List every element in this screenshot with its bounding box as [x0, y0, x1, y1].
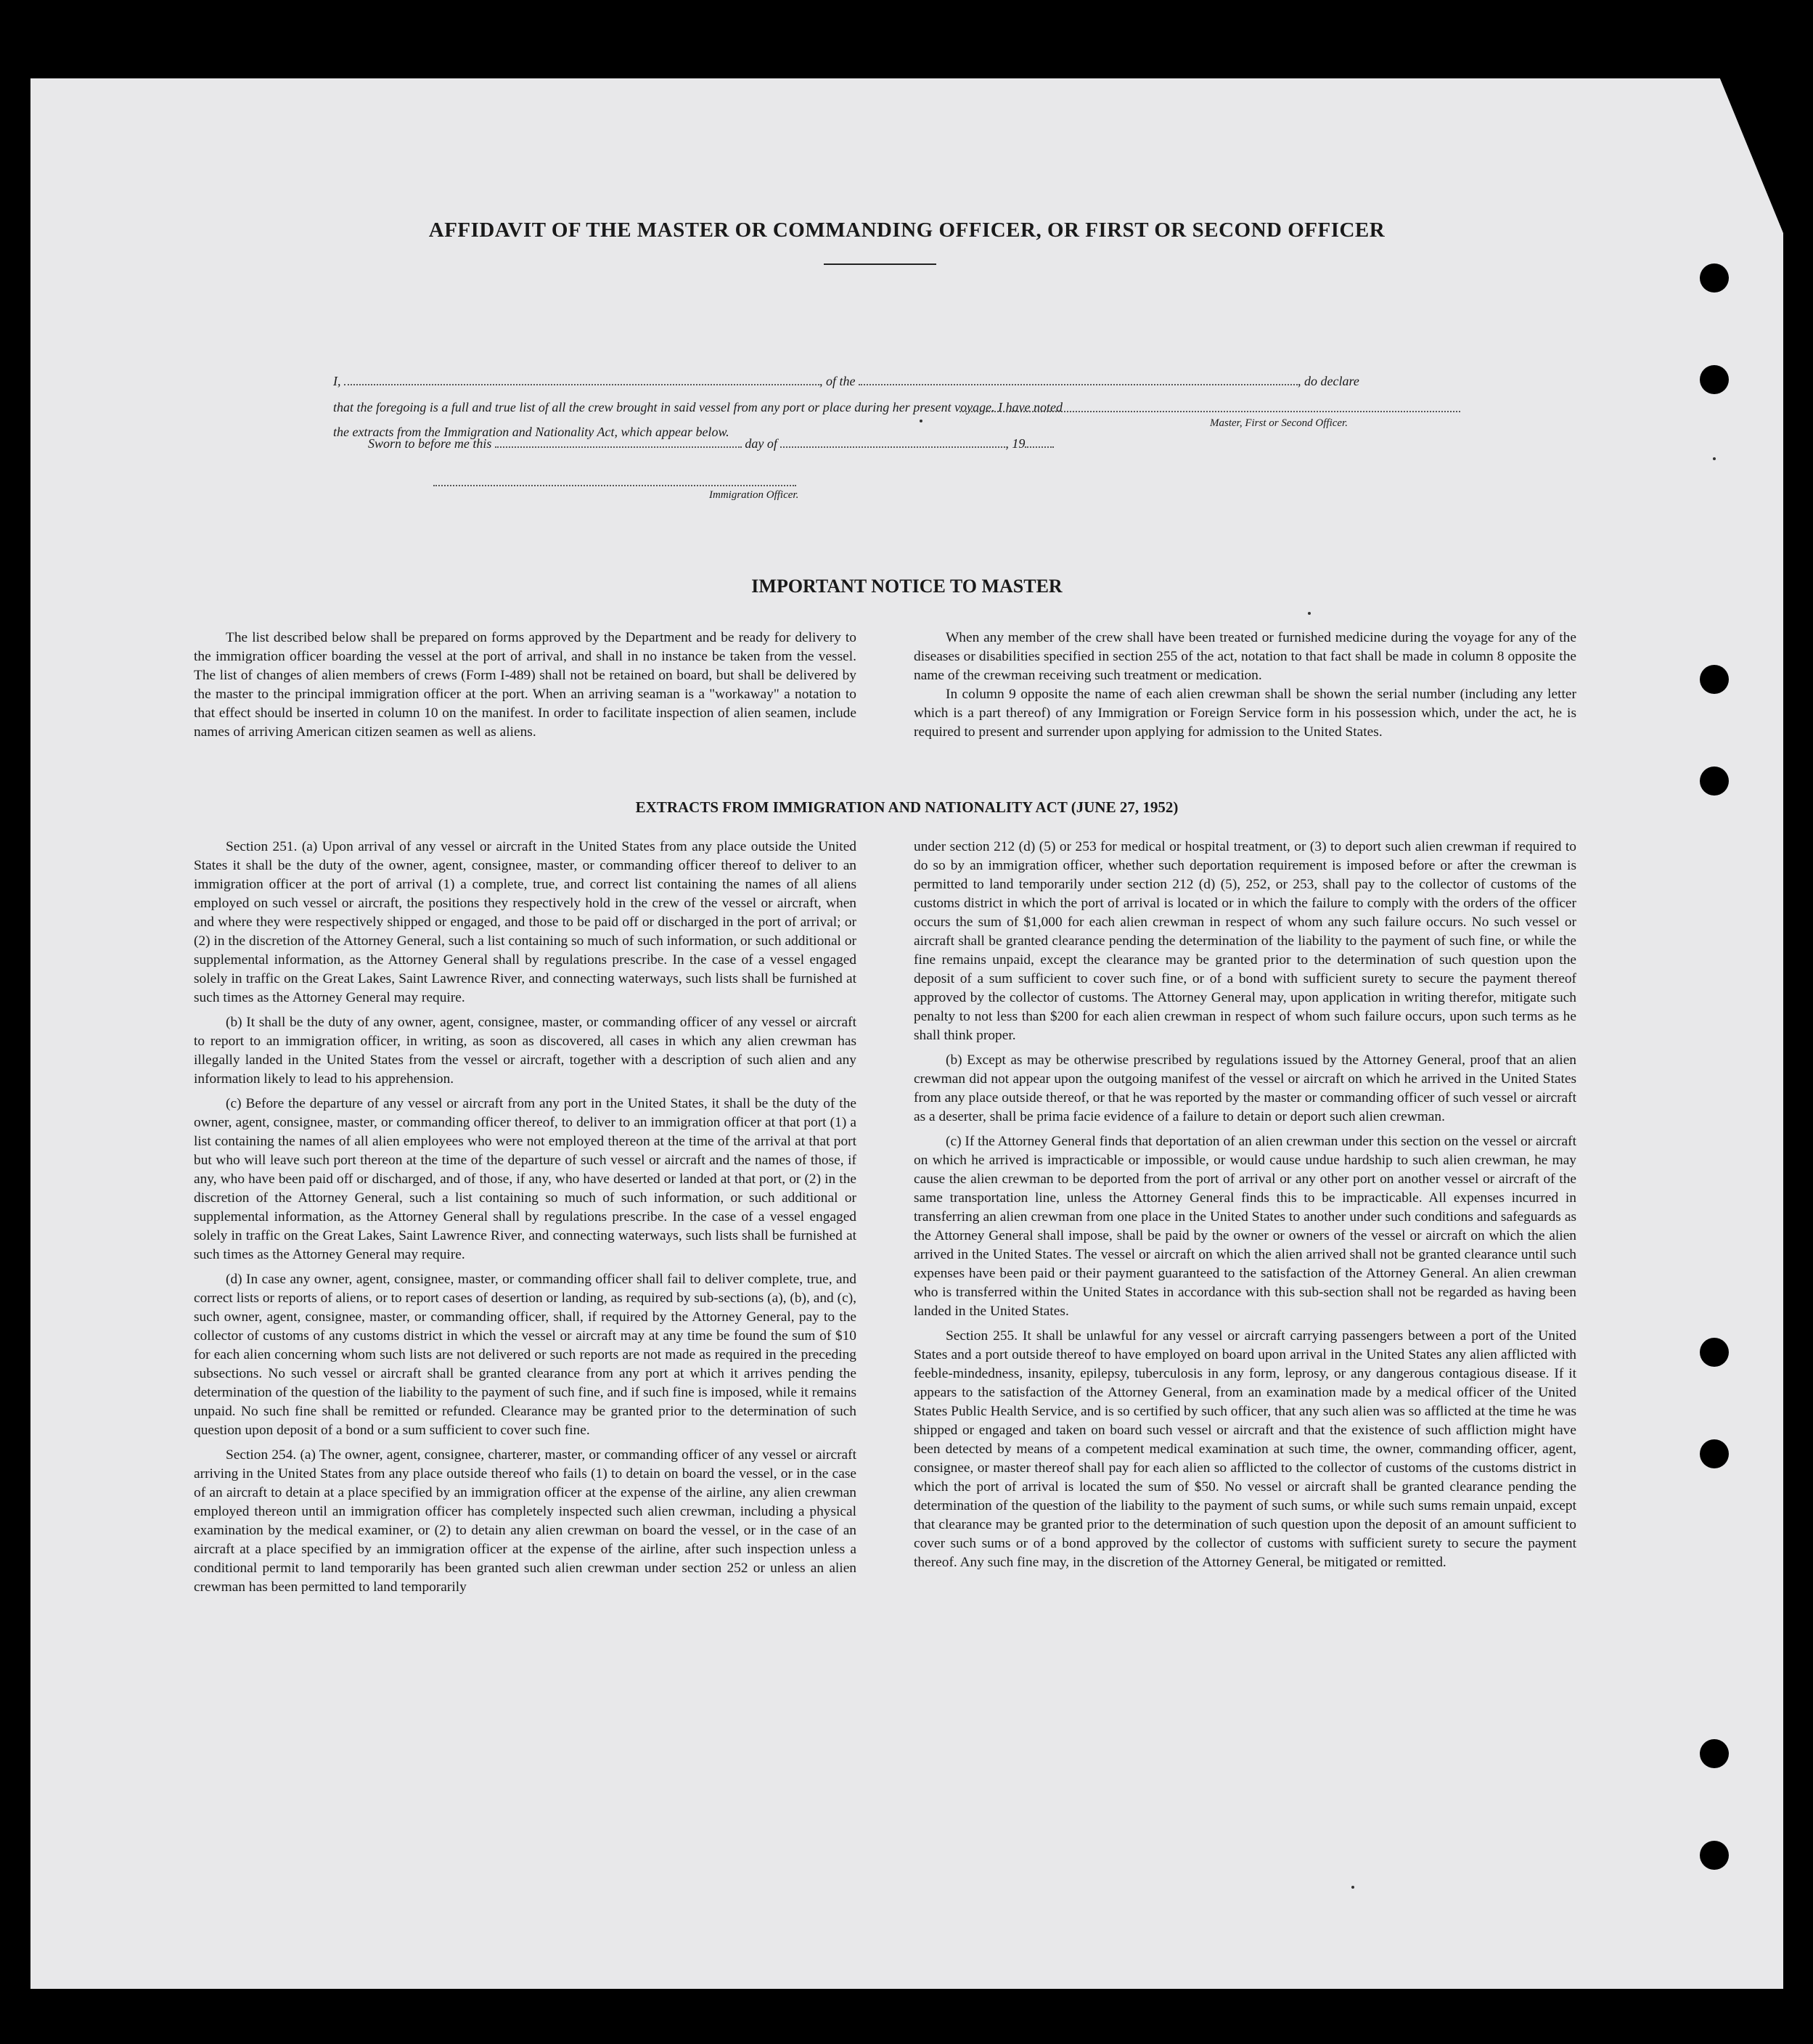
section-254-c: (c) If the Attorney General finds that deportation of an alien crewman under this section on the vessel or aircraft on which he arrived is impracticable or impossible, or would cause undue hardship to such alien crewman, he may cause the alien crewman to be deported from the port of arrival or any other port on another vessel or aircraft of the same transportation line, unless the Attorney General finds this to be impracticable. All expenses incurred in transferring an alien crewman from one place in the United States to another under such conditions and safeguards as the Attorney General shall impose, shall be paid by the owner or owners of the vessel or aircraft on which the alien arrived in the United States. The vessel or aircraft on which the alien arrived shall not be granted clearance until such expenses have been paid or their payment guaranteed to the satisfaction of the Attorney General. An alien crewman who is transferred within the United States in accordance with this sub-section shall not be regarded as having been landed in the United States.: [914, 1134, 1576, 1319]
punch-hole: [1700, 665, 1729, 694]
speck: [1713, 457, 1716, 460]
affidavit-title: AFFIDAVIT OF THE MASTER OR COMMANDING OFFICER, OR FIRST OR SECOND OFFICER: [428, 218, 1386, 242]
section-254-b: (b) Except as may be otherwise prescribed by regulations issued by the Attorney General, proof that an alien crewman did not appear upon the outgoing manifest of the vessel or aircraft on which he arrived in the United States from any place outside thereof, or that he was reported by the master or commanding officer of such vessel or aircraft as a deserter, shall be prima facie evidence of a failure to detain or deport such alien crewman.: [914, 1052, 1576, 1124]
sworn-line: [368, 431, 1239, 456]
speck: [1351, 1886, 1354, 1889]
year-label: , 19: [1005, 436, 1026, 451]
punch-hole: [1700, 1338, 1729, 1367]
section-254-a: Section 254. (a) The owner, agent, consignee, charterer, master, or commanding officer of any vessel or aircraft arriving in the United States from any place outside thereof who fails (1) to detain on board the vessel, or in the case of an aircraft to detain at a place specified by an immigration officer at the expense of the airline, any alien crewman employed thereon until an immigration officer has completely inspected such alien crewman, including a physical examination by the medical examiner, or (2) to detain any alien crewman on board the vessel, or in the case of an aircraft at a place specified by an immigration officer at the expense of the airline, after such inspection unless a conditional permit to land temporarily has been granted such alien crewman under section 252 or unless an alien crewman has been permitted to land temporarily: [194, 1447, 856, 1595]
section-251-b: (b) It shall be the duty of any owner, agent, consignee, master, or commanding officer of any vessel or aircraft to report to an immigration officer, in writing, as soon as discovered, all cases in which any alien crewman has illegally landed in the United States from the vessel or aircraft, together with a description of such alien and any information likely to lead to his apprehension.: [194, 1015, 856, 1087]
extracts-right-column: [914, 838, 1576, 1578]
section-251-c: (c) Before the departure of any vessel or aircraft from any port in the United States, it shall be the duty of the owner, agent, consignee, master, or commanding officer thereof, to deliver to an immigration officer at that port (1) a list containing the names of all alien employees who were not employed thereon at the time of the arrival at that port but who will leave such port thereon at the time of the departure of such vessel or aircraft and the names of those, if any, who have been paid off or discharged, and of those, if any, who have deserted or landed at that port, or (2) in the discretion of the Attorney General, such a list containing so much of such information, or such additional or supplemental information, as the Attorney General shall by regulations prescribe. In the case of a vessel engaged solely in traffic on the Great Lakes, Saint Lawrence River, and connecting waterways, such lists shall be furnished at such times as the Attorney General may require.: [194, 1096, 856, 1262]
day-of-label: day of: [745, 436, 777, 451]
vessel-name-field[interactable]: [859, 374, 1298, 385]
sworn-label: Sworn to before me this: [368, 436, 492, 451]
notice-right-text-2: In column 9 opposite the name of each alien crewman shall be shown the serial number (including any letter which is a part thereof) of any Immigration or Foreign Service form in his possession which, under the act, he is required to present and surrender upon applying for admission to the United States.: [914, 687, 1576, 740]
master-caption: Master, First or Second Officer.: [1210, 417, 1348, 429]
notice-left-column: [194, 629, 856, 748]
speck: [1308, 612, 1311, 615]
extracts-title: EXTRACTS FROM IMMIGRATION AND NATIONALITY ACT (JUNE 27, 1952): [635, 798, 1179, 816]
sworn-month-field[interactable]: [780, 436, 1005, 448]
declare-i-label: I,: [333, 374, 341, 388]
punch-hole: [1700, 263, 1729, 293]
declaration-line-2: that the foregoing is a full and true list of all the crew brought in said vessel from any port or place during her present voyage. I have noted: [333, 400, 1063, 414]
officer-caption: Immigration Officer.: [709, 489, 799, 501]
declaration-line-1: [333, 369, 1465, 393]
of-the-label: , of the: [819, 374, 856, 388]
punch-hole: [1700, 766, 1729, 796]
declaration-line-3: the extracts from the Immigration and Nationality Act, which appear below.: [333, 425, 729, 439]
section-251-d: (d) In case any owner, agent, consignee, master, or commanding officer shall fail to deliver complete, true, and correct lists or reports of aliens, or to report cases of desertion or landing, as required by sub-sections (a), (b), and (c), such owner, agent, consignee, master, or commanding officer, shall, if required by the Attorney General, pay to the collector of customs of any customs district in which the vessel or aircraft may at any time be found the sum of $10 for each alien concerning whom such lists are not delivered or such reports are not made as required in the preceding subsections. No such vessel or aircraft shall be granted clearance from any port at which it arrives pending the determination of the question of the liability to the payment of such fine, and if such fine is imposed, while it remains unpaid. No such fine shall be remitted or refunded. Clearance may be granted prior to the determination of such question upon deposit of a bond or a sum sufficient to cover such fine.: [194, 1272, 856, 1438]
master-signature-line[interactable]: [959, 411, 1460, 412]
section-254-a-continued: under section 212 (d) (5) or 253 for medical or hospital treatment, or (3) to deport such alien crewman if required to do so by an immigration officer, whether such deportation requirement is imposed before or after the crewman is permitted to land temporarily under section 212 (d) (5), 252, or 253, shall pay to the collector of customs of the customs district in which the port of arrival is located or in which the failure to comply with the orders of the officer occurs the sum of $1,000 for each alien crewman in respect of whom any such failure occurs. No such vessel or aircraft shall be granted clearance pending the determination of the liability to the payment of such fine, or while the fine remains unpaid, except the clearance may be granted prior to the determination of such question upon the deposit of a sum sufficient to cover such fine, or of a bond with sufficient surety to secure the payment thereof approved by the collector of customs. The Attorney General may, upon application in writing therefor, mitigate such penalty to not less than $200 for each alien crewman in respect of whom such failure occurs, upon such terms as he shall think proper.: [914, 839, 1576, 1043]
declarant-name-field[interactable]: [344, 374, 819, 385]
punch-hole: [1700, 365, 1729, 394]
notice-title: IMPORTANT NOTICE TO MASTER: [751, 576, 1063, 597]
sworn-year-field[interactable]: [1025, 436, 1054, 448]
extracts-left-column: [194, 838, 856, 1603]
section-255: Section 255. It shall be unlawful for any vessel or aircraft carrying passengers between a port of the United States and a port outside thereof to have employed on board upon arrival in the United States any alien afflicted with feeble-mindedness, insanity, epilepsy, tuberculosis in any form, leprosy, or any dangerous contagious disease. If it appears to the satisfaction of the Attorney General, from an examination made by a medical officer of the United States Public Health Service, and is so certified by such officer, that any such alien was so afflicted at the time he was shipped or engaged and taken on board such vessel or aircraft and that the existence of such affliction might have been detected by means of a competent medical examination at such time, the owner, commanding officer, agent, consignee, or master thereof shall pay for each alien so afflicted to the collector of customs of the customs district in which the port of arrival is located the sum of $50. No vessel or aircraft shall be granted clearance pending the determination of the question of the liability to the payment of such sums, or while such sums remain unpaid, except that clearance may be granted prior to the determination of such question upon the deposit of an amount sufficient to cover such sums or of a bond approved by the collector of customs with sufficient surety to secure the payment thereof. Any such fine may, in the discretion of the Attorney General, be mitigated or remitted.: [914, 1328, 1576, 1570]
notice-right-column: [914, 629, 1576, 748]
do-declare-label: , do declare: [1298, 374, 1359, 388]
section-251-a: Section 251. (a) Upon arrival of any vessel or aircraft in the United States from any place outside the United States it shall be the duty of the owner, agent, consignee, master, or commanding officer thereof to deliver to an immigration officer at the port of arrival (1) a complete, true, and correct list containing the names of all aliens employed on such vessel or aircraft, the positions they respectively hold in the crew of the vessel or aircraft, when and where they were respectively shipped or engaged, and those to be paid off or discharged in the port of arrival; or (2) in the discretion of the Attorney General, such a list containing so much of such information, or such additional or supplemental information, as the Attorney General shall by regulations prescribe. In the case of a vessel engaged solely in traffic on the Great Lakes, Saint Lawrence River, and connecting waterways, such lists shall be furnished at such times as the Attorney General may require.: [194, 839, 856, 1005]
notice-right-text-1: When any member of the crew shall have been treated or furnished medicine during the voyage for any of the diseases or disabilities specified in section 255 of the act, notation to that fact shall be made in column 8 opposite the name of the crewman receiving such treatment or medication.: [914, 630, 1576, 683]
punch-hole: [1700, 1739, 1729, 1768]
speck: [920, 420, 922, 422]
sworn-day-field[interactable]: [495, 436, 742, 448]
notice-left-text: The list described below shall be prepared on forms approved by the Department and be ready for delivery to the immigration officer boarding the vessel at the port of arrival, and shall in no instance be taken from the vessel. The list of changes of alien members of crews (Form I-489) shall not be retained on board, but shall be delivered by the master to the principal immigration officer at the port. When an arriving seaman is a "workaway" a notation to that effect should be inserted in column 10 on the manifest. In order to facilitate inspection of alien seamen, include names of arriving American citizen seamen as well as aliens.: [194, 630, 856, 740]
punch-hole: [1700, 1439, 1729, 1468]
punch-hole: [1700, 1841, 1729, 1870]
form-page: [30, 78, 1783, 1989]
officer-signature-line[interactable]: [433, 485, 796, 486]
title-rule: [824, 263, 936, 265]
